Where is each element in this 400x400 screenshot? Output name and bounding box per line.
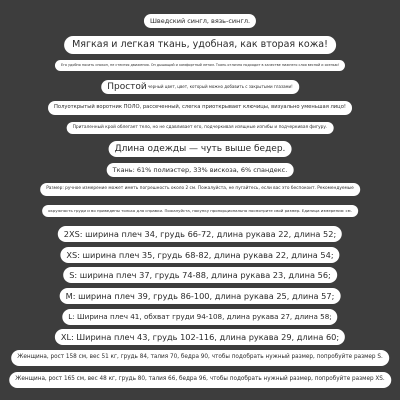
- text-line-6: Приталенный крой облегает тело, но не сдавливает его, подчеркивая изящные изгибы и подчеркивая фигуру.: [67, 122, 334, 134]
- text-line-4: Простой черный цвет, цвет, который можно добавить с закрытыми глазами!: [101, 80, 299, 94]
- size-m: M: ширина плеч 39, грудь 86-100, длина рукава 25, длина 57;: [60, 288, 341, 304]
- text-line-7: Длина одежды — чуть выше бедер.: [109, 141, 292, 157]
- model-example-2: Женщина, рост 165 см, вес 48 кг, грудь 80, талия 66, бедра 96, чтобы подобрать нужный размер, попробуйте размер XS.: [9, 372, 391, 388]
- size-2xs: 2XS: ширина плеч 34, грудь 66-72, длина рукава 22, длина 52;: [58, 226, 342, 242]
- text-line-1: Шведский сингл, вязь-сингл.: [144, 14, 256, 28]
- text-line-2: Мягкая и легкая ткань, удобная, как вторая кожа!: [64, 36, 336, 54]
- size-l: L: Ширина плеч 41, обхват груди 94-108, длина рукава 27, длина 58;: [62, 309, 337, 325]
- model-example-1: Женщина, рост 158 см, вес 51 кг, грудь 84, талия 70, бедра 90, чтобы подобрать нужный размер, попробуйте размер S.: [11, 350, 389, 366]
- text-line-5: Полуоткрытый воротник ПОЛО, рассеченный, слегка приоткрывает ключицы, визуально уменьшая лицо!: [48, 101, 352, 115]
- size-xl: XL: Ширина плеч 43, грудь 102-116, длина рукава 29, длина 60;: [55, 329, 345, 345]
- size-s: S: ширина плеч 37, грудь 74-88, длина рукава 23, длина 56;: [63, 267, 337, 283]
- text-line-3: Его удобно носить спокон, не стесняя движения. Он дышащий и комфортный летом. Ткань отлично подходит в качестве нижнего слоя весной и осенью!: [55, 60, 345, 71]
- text-line-10: окружность груди и во приведены только для справки. Пожалуйста, покупку пропорционально посмотрите свой размер. Единица измерения: см.: [42, 205, 358, 217]
- text-line-9: Размер: ручное измерение может иметь погрешность около 2 см. Пожалуйста, не пугайтесь, если вас это беспокоит. Рекомендуемые: [40, 183, 360, 196]
- text-line-8: Ткань: 61% полиэстер, 33% вискоза, 6% спандекс.: [107, 163, 294, 177]
- size-xs: XS: ширина плеч 35, грудь 68-82, длина рукава 22, длина 54;: [60, 247, 339, 263]
